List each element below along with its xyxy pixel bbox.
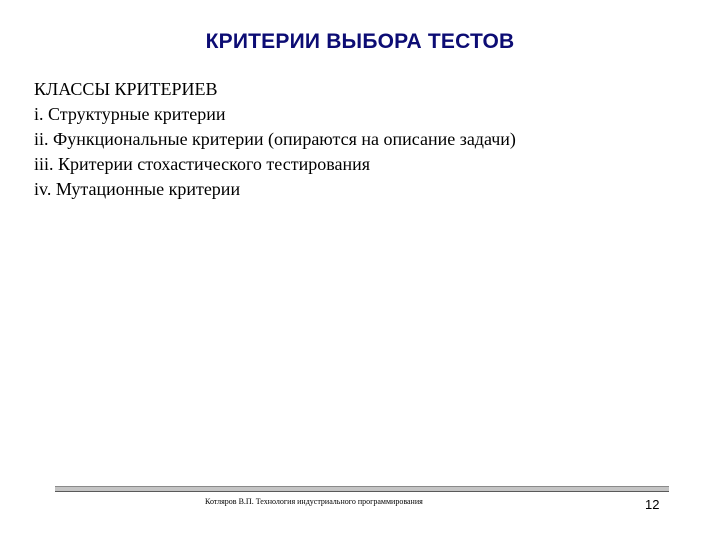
list-heading: КЛАССЫ КРИТЕРИЕВ [34, 79, 218, 99]
footer-author: Котляров В.П. Технология индустриального программирования [205, 497, 423, 506]
footer-divider [55, 486, 669, 492]
slide-title: КРИТЕРИИ ВЫБОРА ТЕСТОВ [205, 30, 515, 53]
list-item: iv. Мутационные критерии [34, 179, 241, 199]
list-item: ii. Функциональные критерии (опираются на описание задачи) [34, 129, 516, 149]
list-item: iii. Критерии стохастического тестирования [34, 154, 371, 174]
page-number: 12 [645, 497, 660, 512]
criteria-list [34, 77, 516, 202]
list-item: i. Структурные критерии [34, 104, 226, 124]
